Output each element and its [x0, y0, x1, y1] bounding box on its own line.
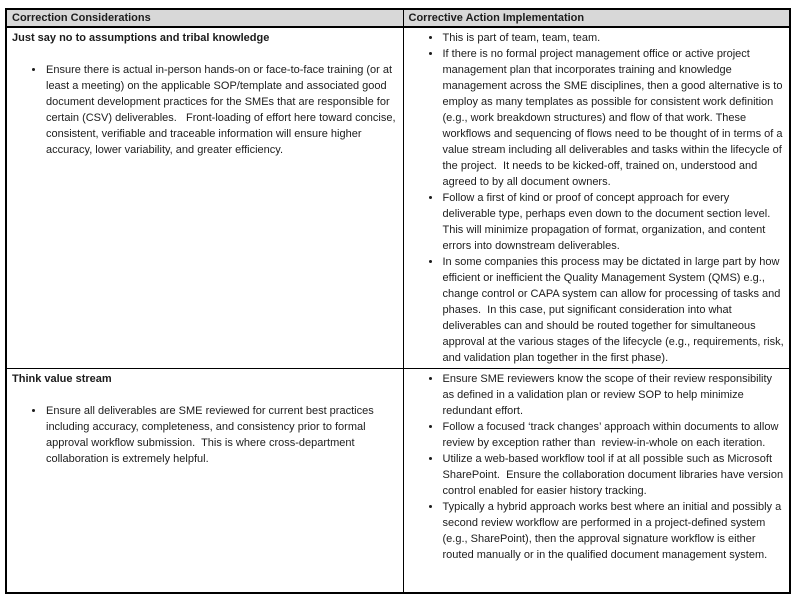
bullet-list-action-row1 [409, 30, 786, 366]
bullet-item: • This is part of team, team, team. [442, 30, 786, 46]
bullet-item: • Follow a first of kind or proof of concept approach for every deliverable type, perhaps even down to the document section level. This will minimize propagation of format, organization, and content errors into downstream deliverables. [442, 190, 786, 254]
cell-correction-row2 [6, 369, 403, 593]
header-corrective-action-implementation: Corrective Action Implementation [403, 9, 790, 27]
table-row [6, 369, 790, 593]
bullet-item: • Ensure there is actual in-person hands-on or face-to-face training (or at least a meeting) on the applicable SOP/template and associated good document development practices for the SMEs that are responsible for certain (CSV) deliverables. Front-loading of effort here toward concise, consistent, verifiable and traceable information will ensure higher accuracy, lower variability, and greater efficiency. [45, 62, 399, 158]
bullet-item: • Ensure all deliverables are SME reviewed for current best practices including accuracy, completeness, and consistency prior to formal approval workflow submission. This is where cross-department collaboration is extremely helpful. [45, 403, 399, 467]
cell-heading-assumptions: Just say no to assumptions and tribal knowledge [12, 32, 270, 44]
cell-action-row1 [403, 27, 790, 369]
cell-correction-row1 [6, 27, 403, 369]
bullet-item: • If there is no formal project management office or active project management plan that incorporates training and knowledge management across the SME disciplines, then a good alternative is to employ as many templates as possible for consistent work definition (e.g., work breakdown structures) and flow of that work. These workflows and sequencing of flows need to be thought of in terms of a value stream including all deliverables and tasks within the lifecycle of the project. It needs to be kicked-off, trained on, understood and agreed to by all document owners. [442, 46, 786, 190]
bullet-item: • Follow a focused ‘track changes’ approach within documents to allow review by exception rather than review-in-whole on each iteration. [442, 419, 786, 451]
bullet-item: • In some companies this process may be dictated in large part by how efficient or inefficient the Quality Management System (QMS) e.g., change control or CAPA system can allow for processing of tasks and phases. In this case, put significant consideration into what deliverables can and should be routed together for simultaneous approval at the various stages of the lifecycle (e.g., requirements, risk, and validation plan together in the first phase). [442, 254, 786, 366]
header-correction-considerations: Correction Considerations [6, 9, 403, 27]
correction-actions-table [5, 8, 791, 594]
cell-action-row2 [403, 369, 790, 593]
cell-heading-value-stream: Think value stream [12, 373, 112, 385]
table-row [6, 27, 790, 369]
bullet-item: • Ensure SME reviewers know the scope of their review responsibility as defined in a validation plan or review SOP to help minimize redundant effort. [442, 371, 786, 419]
bullet-item: • Typically a hybrid approach works best where an initial and possibly a second review workflow are performed in a project-defined system (e.g., SharePoint), then the approval signature workflow is either routed manually or in the qualified document management system. [442, 499, 786, 563]
table-header-row [6, 9, 790, 27]
bullet-list-action-row2 [409, 371, 786, 563]
bullet-list-correction-row1 [12, 62, 399, 158]
bullet-list-correction-row2 [12, 403, 399, 467]
bullet-item: • Utilize a web-based workflow tool if at all possible such as Microsoft SharePoint. Ensure the collaboration document libraries have version control enabled for easier history tracking. [442, 451, 786, 499]
